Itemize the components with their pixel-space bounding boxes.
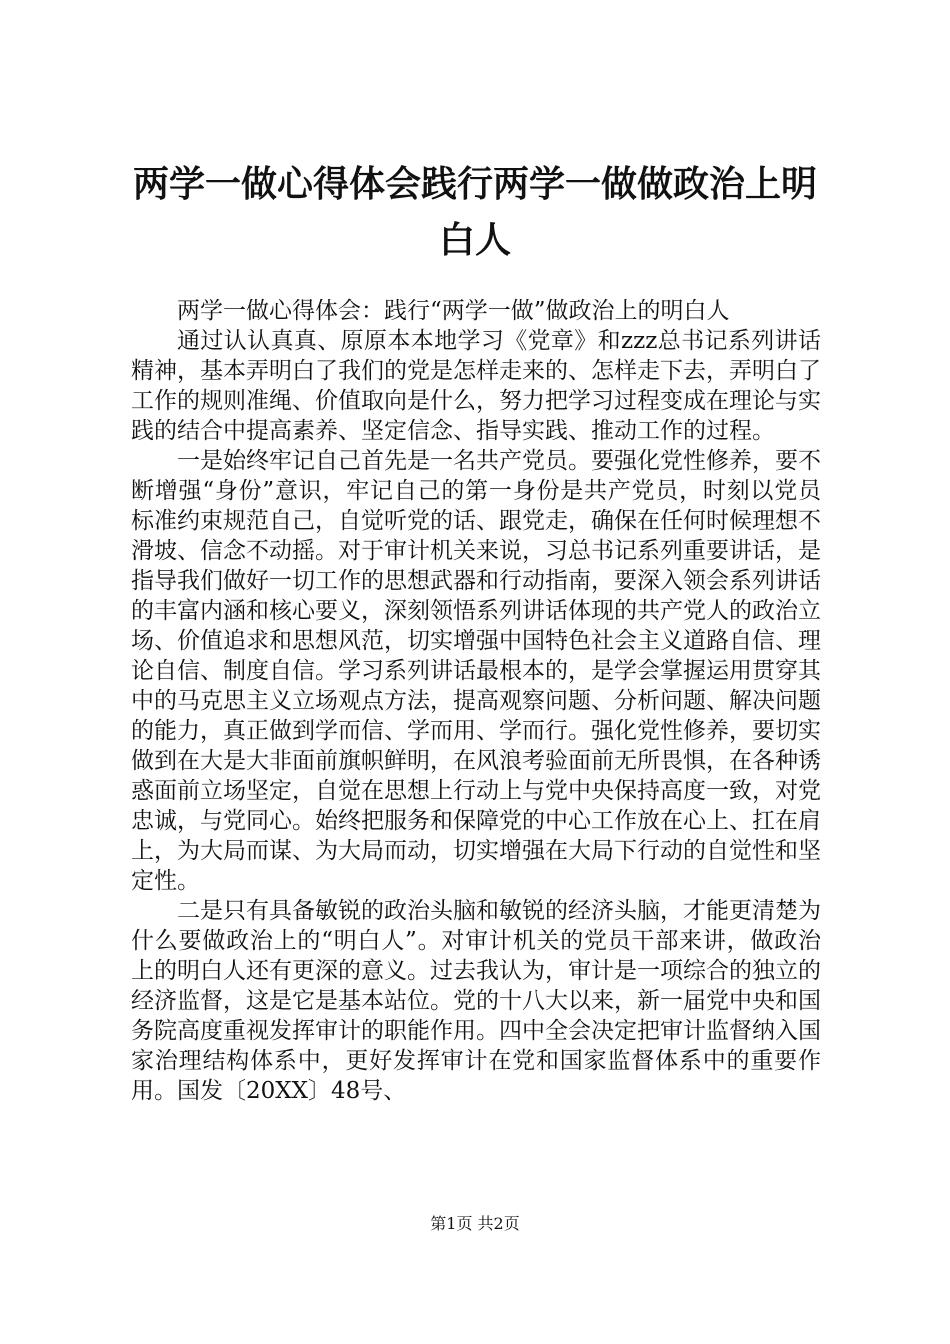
paragraph-point-two: 二是只有具备敏锐的政治头脑和敏锐的经济头脑，才能更清楚为什么要做政治上的“明白人”。对审计机关的党员干部来讲，做政治上的明白人还有更深的意义。过去我认为，审计是一项综合的独立的经济监督，这是它是基本站位。党的十八大以来，新一届党中央和国务院高度重视发挥审计的职能作用。四中全会决定把审计监督纳入国家治理结构体系中，更好发挥审计在党和国家监督体系中的重要作用。国发〔20XX〕48号、 <box>131 898 821 1104</box>
document-body <box>131 296 821 1106</box>
paragraph-intro: 通过认认真真、原原本本地学习《党章》和zzz总书记系列讲话精神，基本弄明白了我们的党是怎样走来的、怎样走下去，弄明白了工作的规则准绳、价值取向是什么，努力把学习过程变成在理论与实践的结合中提高素养、坚定信念、指导实践、推动工作的过程。 <box>131 328 821 444</box>
paragraph-point-one: 一是始终牢记自己首先是一名共产党员。要强化党性修养，要不断增强“身份”意识，牢记自己的第一身份是共产党员，时刻以党员标准约束规范自己，自觉听党的话、跟党走，确保在任何时候理想不滑坡、信念不动摇。对于审计机关来说，习总书记系列重要讲话，是指导我们做好一切工作的思想武器和行动指南，要深入领会系列讲话的丰富内涵和核心要义，深刻领悟系列讲话体现的共产党人的政治立场、价值追求和思想风范，切实增强中国特色社会主义道路自信、理论自信、制度自信。学习系列讲话最根本的，是学会掌握运用贯穿其中的马克思主义立场观点方法，提高观察问题、分析问题、解决问题的能力，真正做到学而信、学而用、学而行。强化党性修养，要切实做到在大是大非面前旗帜鲜明，在风浪考验面前无所畏惧，在各种诱惑面前立场坚定，自觉在思想上行动上与党中央保持高度一致，对党忠诚，与党同心。始终把服务和保障党的中心工作放在心上、扛在肩上，为大局而谋、为大局而动，切实增强在大局下行动的自觉性和坚定性。 <box>131 448 821 894</box>
document-title: 两学一做心得体会践行两学一做做政治上明白人 <box>132 163 817 261</box>
page-footer: 第1页 共2页 <box>430 1214 520 1233</box>
document-subtitle: 两学一做心得体会：践行“两学一做”做政治上的明白人 <box>177 298 730 324</box>
